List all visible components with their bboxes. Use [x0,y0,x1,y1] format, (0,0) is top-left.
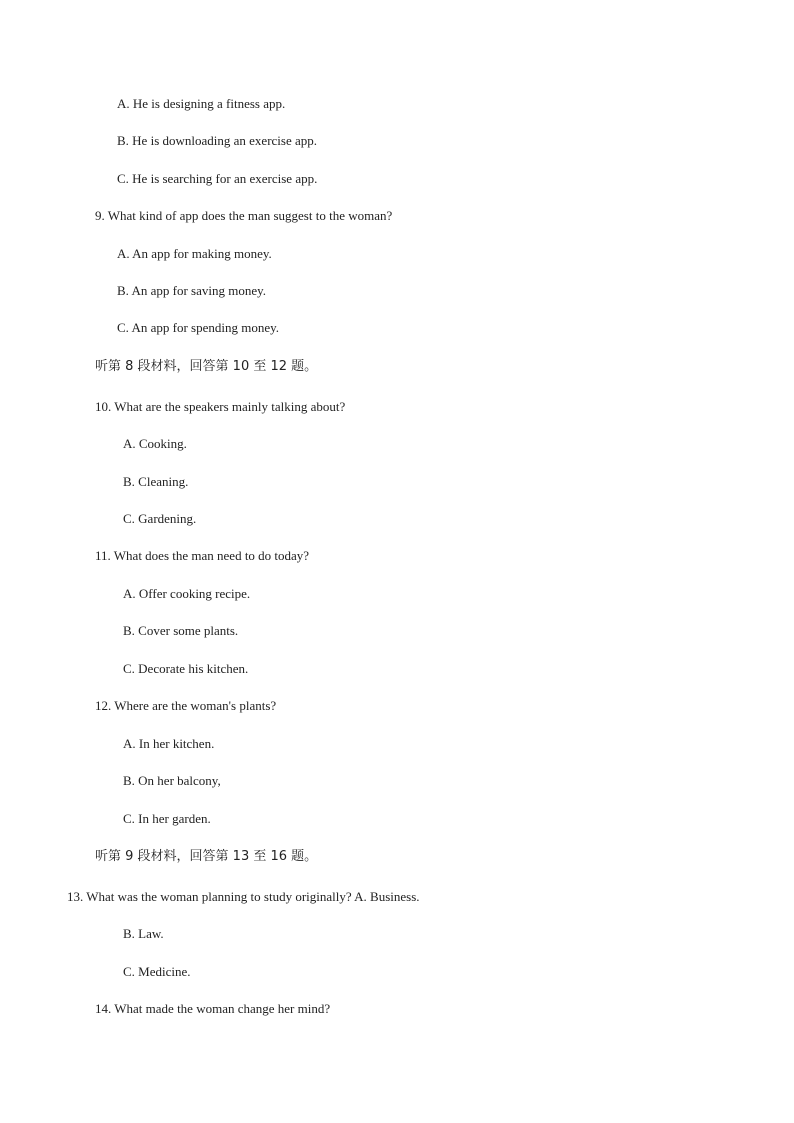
q10-option-b: B. Cleaning. [123,474,189,489]
q8-option-a: A. He is designing a fitness app. [117,96,286,111]
q12-option-a: A. In her kitchen. [123,736,215,751]
q9-question: 9. What kind of app does the man suggest to the woman? [95,208,393,223]
q12-question: 12. Where are the woman's plants? [95,698,277,713]
q13-question: 13. What was the woman planning to study originally? A. Business. [67,889,420,904]
q9-option-c: C. An app for spending money. [117,320,279,335]
q11-option-b: B. Cover some plants. [123,623,239,638]
q8-option-b: B. He is downloading an exercise app. [117,133,318,148]
q9-option-a: A. An app for making money. [117,246,272,261]
q14-question: 14. What made the woman change her mind? [95,1001,331,1016]
q10-option-c: C. Gardening. [123,511,197,526]
q13-option-c: C. Medicine. [123,964,191,979]
q11-question: 11. What does the man need to do today? [95,548,310,563]
q13-option-b: B. Law. [123,926,164,941]
q11-option-c: C. Decorate his kitchen. [123,661,249,676]
q12-option-b: B. On her balcony, [123,773,221,788]
q12-option-c: C. In her garden. [123,811,211,826]
section-9-instruction: 听第 9 段材料，回答第 13 至 16 题。 [95,849,318,864]
q10-option-a: A. Cooking. [123,436,187,451]
section-8-instruction: 听第 8 段材料，回答第 10 至 12 题。 [95,359,318,374]
q8-option-c: C. He is searching for an exercise app. [117,171,318,186]
q10-question: 10. What are the speakers mainly talking about? [95,399,346,414]
q11-option-a: A. Offer cooking recipe. [123,586,251,601]
q9-option-b: B. An app for saving money. [117,283,266,298]
